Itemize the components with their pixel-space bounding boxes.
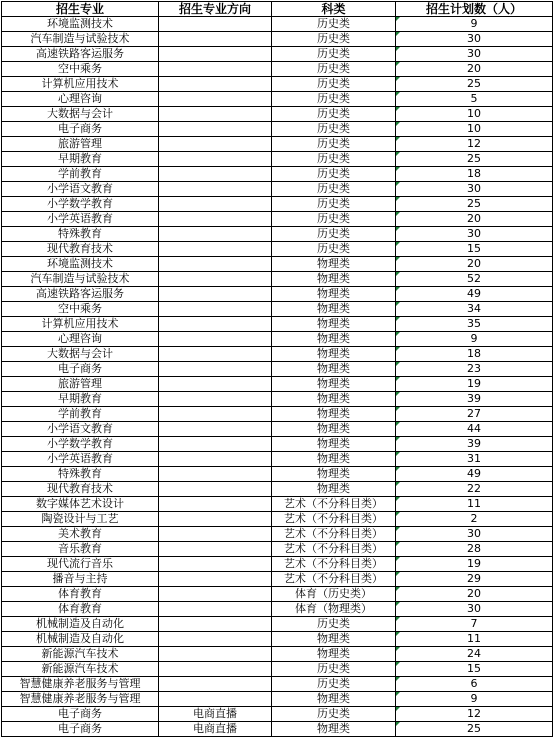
- cell-major[interactable]: 特殊教育: [2, 467, 159, 482]
- cell-plan-count[interactable]: 19: [396, 557, 553, 572]
- cell-plan-count[interactable]: 10: [396, 107, 553, 122]
- cell-direction[interactable]: [159, 377, 272, 392]
- table-row: [2, 707, 553, 722]
- cell-plan-count[interactable]: 23: [396, 362, 553, 377]
- cell-major[interactable]: 环境监测技术: [2, 257, 159, 272]
- cell-direction[interactable]: [159, 647, 272, 662]
- cell-major[interactable]: 美术教育: [2, 527, 159, 542]
- cell-direction[interactable]: [159, 62, 272, 77]
- table-row: [2, 197, 553, 212]
- table-row: [2, 722, 553, 737]
- table-row: [2, 287, 553, 302]
- cell-plan-count[interactable]: 18: [396, 167, 553, 182]
- cell-direction[interactable]: [159, 422, 272, 437]
- cell-direction[interactable]: [159, 617, 272, 632]
- cell-plan-count[interactable]: 9: [396, 332, 553, 347]
- table-row: [2, 242, 553, 257]
- cell-major[interactable]: 机械制造及自动化: [2, 617, 159, 632]
- cell-plan-count[interactable]: 6: [396, 677, 553, 692]
- cell-major[interactable]: 智慧健康养老服务与管理: [2, 677, 159, 692]
- cell-plan-count[interactable]: 12: [396, 707, 553, 722]
- cell-direction[interactable]: [159, 512, 272, 527]
- cell-category[interactable]: 体育（历史类）: [272, 587, 396, 602]
- cell-category[interactable]: 历史类: [272, 707, 396, 722]
- cell-major[interactable]: 特殊教育: [2, 227, 159, 242]
- cell-category[interactable]: 历史类: [272, 617, 396, 632]
- header-major: 招生专业: [2, 2, 159, 17]
- cell-plan-count[interactable]: 52: [396, 272, 553, 287]
- cell-major[interactable]: 现代流行音乐: [2, 557, 159, 572]
- cell-major[interactable]: 陶瓷设计与工艺: [2, 512, 159, 527]
- cell-major[interactable]: 小学英语教育: [2, 452, 159, 467]
- cell-major[interactable]: 早期教育: [2, 392, 159, 407]
- cell-direction[interactable]: [159, 362, 272, 377]
- cell-plan-count[interactable]: 28: [396, 542, 553, 557]
- cell-plan-count[interactable]: 30: [396, 182, 553, 197]
- cell-major[interactable]: 高速铁路客运服务: [2, 47, 159, 62]
- header-row: [2, 2, 553, 17]
- cell-direction[interactable]: [159, 467, 272, 482]
- table-row: [2, 32, 553, 47]
- cell-category[interactable]: 物理类: [272, 362, 396, 377]
- cell-direction[interactable]: [159, 317, 272, 332]
- cell-plan-count[interactable]: 11: [396, 632, 553, 647]
- cell-major[interactable]: 体育教育: [2, 587, 159, 602]
- cell-direction[interactable]: [159, 632, 272, 647]
- header-direction: 招生专业方向: [159, 2, 272, 17]
- cell-direction[interactable]: [159, 257, 272, 272]
- table-row: [2, 92, 553, 107]
- cell-direction[interactable]: [159, 347, 272, 362]
- table-row: [2, 647, 553, 662]
- cell-major[interactable]: 计算机应用技术: [2, 77, 159, 92]
- cell-plan-count[interactable]: 25: [396, 152, 553, 167]
- table-row: [2, 632, 553, 647]
- cell-plan-count[interactable]: 20: [396, 587, 553, 602]
- cell-category[interactable]: 艺术（不分科目类）: [272, 512, 396, 527]
- cell-major[interactable]: 心理咨询: [2, 92, 159, 107]
- cell-category[interactable]: 历史类: [272, 227, 396, 242]
- cell-plan-count[interactable]: 49: [396, 287, 553, 302]
- cell-category[interactable]: 物理类: [272, 317, 396, 332]
- table-row: [2, 347, 553, 362]
- cell-category[interactable]: 历史类: [272, 137, 396, 152]
- cell-plan-count[interactable]: 10: [396, 122, 553, 137]
- table-row: [2, 62, 553, 77]
- cell-category[interactable]: 体育（物理类）: [272, 602, 396, 617]
- cell-plan-count[interactable]: 27: [396, 407, 553, 422]
- cell-category[interactable]: 历史类: [272, 197, 396, 212]
- cell-direction[interactable]: 电商直播: [159, 707, 272, 722]
- cell-major[interactable]: 大数据与会计: [2, 347, 159, 362]
- cell-category[interactable]: 物理类: [272, 392, 396, 407]
- cell-category[interactable]: 历史类: [272, 107, 396, 122]
- cell-category[interactable]: 历史类: [272, 212, 396, 227]
- table-row: [2, 422, 553, 437]
- cell-category[interactable]: 物理类: [272, 302, 396, 317]
- cell-major[interactable]: 小学语文教育: [2, 182, 159, 197]
- cell-direction[interactable]: [159, 122, 272, 137]
- cell-major[interactable]: 播音与主持: [2, 572, 159, 587]
- table-row: [2, 467, 553, 482]
- cell-category[interactable]: 历史类: [272, 182, 396, 197]
- cell-category[interactable]: 历史类: [272, 47, 396, 62]
- table-row: [2, 677, 553, 692]
- cell-plan-count[interactable]: 9: [396, 692, 553, 707]
- cell-major[interactable]: 小学数学教育: [2, 197, 159, 212]
- cell-direction[interactable]: [159, 692, 272, 707]
- cell-major[interactable]: 电子商务: [2, 707, 159, 722]
- cell-major[interactable]: 数字媒体艺术设计: [2, 497, 159, 512]
- cell-direction[interactable]: [159, 302, 272, 317]
- table-row: [2, 392, 553, 407]
- cell-direction[interactable]: [159, 557, 272, 572]
- cell-category[interactable]: 物理类: [272, 377, 396, 392]
- cell-category[interactable]: 物理类: [272, 722, 396, 737]
- cell-plan-count[interactable]: 39: [396, 437, 553, 452]
- cell-direction[interactable]: [159, 182, 272, 197]
- cell-category[interactable]: 艺术（不分科目类）: [272, 572, 396, 587]
- cell-plan-count[interactable]: 35: [396, 317, 553, 332]
- table-row: [2, 257, 553, 272]
- cell-direction[interactable]: [159, 392, 272, 407]
- cell-plan-count[interactable]: 20: [396, 212, 553, 227]
- cell-plan-count[interactable]: 30: [396, 527, 553, 542]
- cell-category[interactable]: 历史类: [272, 77, 396, 92]
- cell-major[interactable]: 空中乘务: [2, 62, 159, 77]
- cell-direction[interactable]: [159, 527, 272, 542]
- table-row: [2, 152, 553, 167]
- table-row: [2, 587, 553, 602]
- table-row: [2, 407, 553, 422]
- cell-category[interactable]: 物理类: [272, 257, 396, 272]
- cell-major[interactable]: 高速铁路客运服务: [2, 287, 159, 302]
- cell-plan-count[interactable]: 12: [396, 137, 553, 152]
- cell-direction[interactable]: [159, 47, 272, 62]
- table-row: [2, 572, 553, 587]
- cell-plan-count[interactable]: 20: [396, 257, 553, 272]
- cell-plan-count[interactable]: 19: [396, 377, 553, 392]
- cell-category[interactable]: 艺术（不分科目类）: [272, 557, 396, 572]
- cell-plan-count[interactable]: 18: [396, 347, 553, 362]
- cell-direction[interactable]: [159, 407, 272, 422]
- cell-category[interactable]: 物理类: [272, 647, 396, 662]
- table-row: [2, 107, 553, 122]
- cell-category[interactable]: 历史类: [272, 167, 396, 182]
- cell-category[interactable]: 历史类: [272, 17, 396, 32]
- cell-category[interactable]: 艺术（不分科目类）: [272, 542, 396, 557]
- cell-direction[interactable]: [159, 17, 272, 32]
- cell-major[interactable]: 电子商务: [2, 362, 159, 377]
- table-row: [2, 332, 553, 347]
- cell-major[interactable]: 小学数学教育: [2, 437, 159, 452]
- table-row: [2, 47, 553, 62]
- cell-major[interactable]: 学前教育: [2, 167, 159, 182]
- header-plan-count: 招生计划数（人）: [396, 2, 553, 17]
- cell-direction[interactable]: [159, 482, 272, 497]
- cell-major[interactable]: 心理咨询: [2, 332, 159, 347]
- cell-major[interactable]: 新能源汽车技术: [2, 662, 159, 677]
- table-row: [2, 77, 553, 92]
- cell-plan-count[interactable]: 49: [396, 467, 553, 482]
- cell-category[interactable]: 物理类: [272, 467, 396, 482]
- table-row: [2, 602, 553, 617]
- cell-category[interactable]: 物理类: [272, 407, 396, 422]
- cell-direction[interactable]: 电商直播: [159, 722, 272, 737]
- cell-category[interactable]: 物理类: [272, 452, 396, 467]
- cell-direction[interactable]: [159, 602, 272, 617]
- cell-major[interactable]: 空中乘务: [2, 302, 159, 317]
- cell-major[interactable]: 新能源汽车技术: [2, 647, 159, 662]
- cell-plan-count[interactable]: 9: [396, 17, 553, 32]
- cell-major[interactable]: 音乐教育: [2, 542, 159, 557]
- cell-category[interactable]: 历史类: [272, 152, 396, 167]
- cell-plan-count[interactable]: 11: [396, 497, 553, 512]
- cell-plan-count[interactable]: 25: [396, 722, 553, 737]
- cell-direction[interactable]: [159, 242, 272, 257]
- table-row: [2, 212, 553, 227]
- cell-plan-count[interactable]: 29: [396, 572, 553, 587]
- cell-direction[interactable]: [159, 137, 272, 152]
- cell-category[interactable]: 物理类: [272, 632, 396, 647]
- cell-direction[interactable]: [159, 287, 272, 302]
- cell-plan-count[interactable]: 30: [396, 32, 553, 47]
- cell-direction[interactable]: [159, 572, 272, 587]
- cell-category[interactable]: 历史类: [272, 122, 396, 137]
- cell-major[interactable]: 环境监测技术: [2, 17, 159, 32]
- cell-major[interactable]: 智慧健康养老服务与管理: [2, 692, 159, 707]
- cell-category[interactable]: 物理类: [272, 332, 396, 347]
- cell-direction[interactable]: [159, 452, 272, 467]
- table-row: [2, 497, 553, 512]
- cell-plan-count[interactable]: 7: [396, 617, 553, 632]
- cell-category[interactable]: 历史类: [272, 677, 396, 692]
- cell-direction[interactable]: [159, 662, 272, 677]
- table-row: [2, 182, 553, 197]
- cell-direction[interactable]: [159, 677, 272, 692]
- cell-direction[interactable]: [159, 77, 272, 92]
- cell-major[interactable]: 汽车制造与试验技术: [2, 272, 159, 287]
- header-category: 科类: [272, 2, 396, 17]
- cell-plan-count[interactable]: 2: [396, 512, 553, 527]
- cell-major[interactable]: 汽车制造与试验技术: [2, 32, 159, 47]
- cell-plan-count[interactable]: 15: [396, 662, 553, 677]
- table-row: [2, 302, 553, 317]
- cell-plan-count[interactable]: 24: [396, 647, 553, 662]
- table-row: [2, 167, 553, 182]
- cell-plan-count[interactable]: 25: [396, 77, 553, 92]
- cell-category[interactable]: 物理类: [272, 287, 396, 302]
- table-row: [2, 692, 553, 707]
- cell-direction[interactable]: [159, 587, 272, 602]
- cell-direction[interactable]: [159, 227, 272, 242]
- cell-major[interactable]: 大数据与会计: [2, 107, 159, 122]
- table-row: [2, 17, 553, 32]
- table-row: [2, 377, 553, 392]
- cell-major[interactable]: 体育教育: [2, 602, 159, 617]
- cell-major[interactable]: 现代教育技术: [2, 242, 159, 257]
- cell-direction[interactable]: [159, 32, 272, 47]
- table-row: [2, 362, 553, 377]
- cell-major[interactable]: 旅游管理: [2, 137, 159, 152]
- cell-plan-count[interactable]: 20: [396, 62, 553, 77]
- table-row: [2, 662, 553, 677]
- cell-plan-count[interactable]: 25: [396, 197, 553, 212]
- table-row: [2, 557, 553, 572]
- cell-major[interactable]: 计算机应用技术: [2, 317, 159, 332]
- table-row: [2, 317, 553, 332]
- cell-major[interactable]: 电子商务: [2, 122, 159, 137]
- cell-category[interactable]: 历史类: [272, 32, 396, 47]
- table-row: [2, 482, 553, 497]
- cell-plan-count[interactable]: 15: [396, 242, 553, 257]
- cell-major[interactable]: 早期教育: [2, 152, 159, 167]
- table-row: [2, 227, 553, 242]
- cell-major[interactable]: 旅游管理: [2, 377, 159, 392]
- cell-direction[interactable]: [159, 92, 272, 107]
- cell-plan-count[interactable]: 22: [396, 482, 553, 497]
- table-row: [2, 437, 553, 452]
- table-row: [2, 137, 553, 152]
- cell-category[interactable]: 物理类: [272, 422, 396, 437]
- enrollment-plan-table: [1, 1, 553, 737]
- table-row: [2, 512, 553, 527]
- cell-direction[interactable]: [159, 197, 272, 212]
- cell-plan-count[interactable]: 30: [396, 227, 553, 242]
- cell-major[interactable]: 机械制造及自动化: [2, 632, 159, 647]
- table-row: [2, 542, 553, 557]
- cell-plan-count[interactable]: 30: [396, 602, 553, 617]
- cell-plan-count[interactable]: 31: [396, 452, 553, 467]
- cell-category[interactable]: 历史类: [272, 662, 396, 677]
- cell-category[interactable]: 物理类: [272, 437, 396, 452]
- cell-major[interactable]: 学前教育: [2, 407, 159, 422]
- cell-plan-count[interactable]: 34: [396, 302, 553, 317]
- cell-category[interactable]: 艺术（不分科目类）: [272, 527, 396, 542]
- cell-direction[interactable]: [159, 437, 272, 452]
- cell-direction[interactable]: [159, 152, 272, 167]
- cell-category[interactable]: 艺术（不分科目类）: [272, 497, 396, 512]
- cell-category[interactable]: 物理类: [272, 692, 396, 707]
- cell-direction[interactable]: [159, 212, 272, 227]
- cell-direction[interactable]: [159, 497, 272, 512]
- table-row: [2, 272, 553, 287]
- cell-category[interactable]: 历史类: [272, 62, 396, 77]
- cell-plan-count[interactable]: 30: [396, 47, 553, 62]
- cell-category[interactable]: 历史类: [272, 242, 396, 257]
- cell-category[interactable]: 物理类: [272, 482, 396, 497]
- cell-direction[interactable]: [159, 167, 272, 182]
- cell-plan-count[interactable]: 5: [396, 92, 553, 107]
- cell-plan-count[interactable]: 44: [396, 422, 553, 437]
- cell-category[interactable]: 历史类: [272, 92, 396, 107]
- cell-major[interactable]: 小学语文教育: [2, 422, 159, 437]
- cell-category[interactable]: 物理类: [272, 347, 396, 362]
- table-row: [2, 122, 553, 137]
- cell-direction[interactable]: [159, 272, 272, 287]
- table-row: [2, 452, 553, 467]
- cell-direction[interactable]: [159, 332, 272, 347]
- cell-direction[interactable]: [159, 542, 272, 557]
- table-row: [2, 617, 553, 632]
- cell-major[interactable]: 现代教育技术: [2, 482, 159, 497]
- table-row: [2, 527, 553, 542]
- cell-major[interactable]: 电子商务: [2, 722, 159, 737]
- cell-direction[interactable]: [159, 107, 272, 122]
- cell-category[interactable]: 物理类: [272, 272, 396, 287]
- cell-major[interactable]: 小学英语教育: [2, 212, 159, 227]
- cell-plan-count[interactable]: 39: [396, 392, 553, 407]
